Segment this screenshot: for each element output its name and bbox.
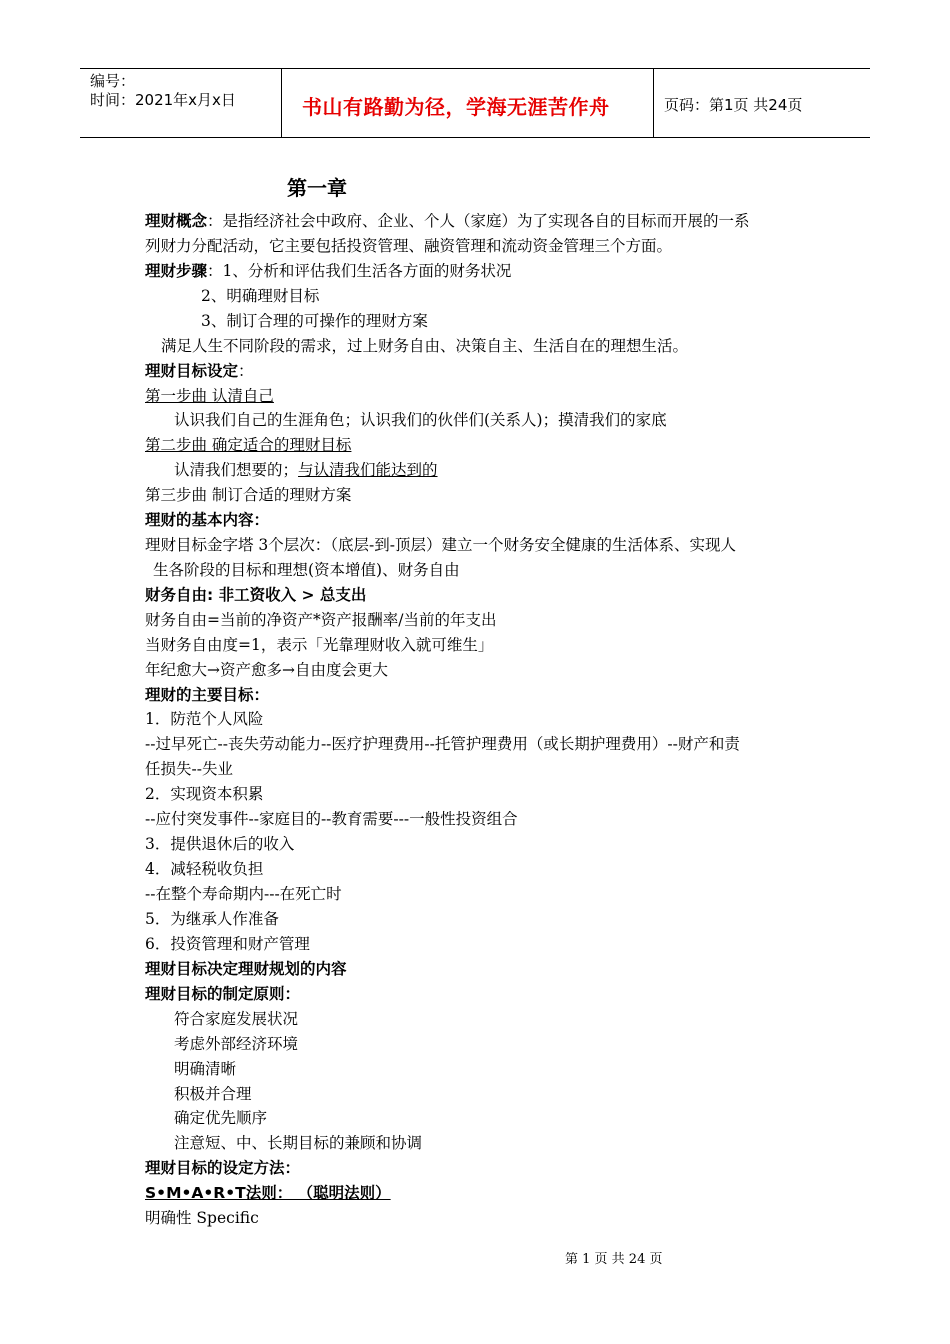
principle-item: 注意短、中、长期目标的兼顾和协调 bbox=[174, 1134, 423, 1152]
goal-1: 1．防范个人风险 bbox=[145, 710, 264, 728]
goal-1-detail-1: --过早死亡--丧失劳动能力--医疗护理费用--托管护理费用（或长期护理费用）--财产和责 bbox=[145, 735, 740, 753]
pyramid-line-2: 生各阶段的目标和理想(资本增值)、财务自由 bbox=[153, 561, 460, 579]
goal-4: 4．减轻税收负担 bbox=[145, 860, 264, 878]
principle-item: 符合家庭发展状况 bbox=[174, 1010, 299, 1028]
freedom-label: 财务自由 bbox=[145, 586, 208, 604]
goal-3: 3．提供退休后的收入 bbox=[145, 835, 295, 853]
step-1: ：1、分析和评估我们生活各方面的财务状况 bbox=[207, 262, 512, 280]
principle-item: 考虑外部经济环境 bbox=[174, 1035, 299, 1053]
header-left-cell bbox=[80, 69, 282, 137]
basic-content-label: 理财的基本内容： bbox=[145, 511, 270, 529]
freedom-equation: 财务自由=当前的净资产*资产报酬率/当前的年支出 bbox=[145, 611, 497, 629]
freedom-line bbox=[145, 585, 366, 605]
concept-text-1: ：是指经济社会中政府、企业、个人（家庭）为了实现各自的目标而开展的一系 bbox=[207, 212, 750, 230]
principle-item: 明确清晰 bbox=[174, 1060, 237, 1078]
concept-line-1 bbox=[145, 211, 750, 231]
time-label: 时间：2021年x月x日 bbox=[90, 91, 236, 109]
page-info: 页码：第1页 共24页 bbox=[664, 96, 803, 114]
goal-2: 2．实现资本积累 bbox=[145, 785, 264, 803]
step-two-detail-a: 认清我们想要的； bbox=[174, 461, 299, 479]
step-two: 第二步曲 确定适合的理财目标 bbox=[145, 436, 352, 454]
header-table bbox=[80, 68, 870, 138]
step-one-detail: 认识我们自己的生涯角色；认识我们的伙伴们(关系人)；摸清我们的家底 bbox=[174, 411, 667, 429]
goal-6: 6．投资管理和财产管理 bbox=[145, 935, 310, 953]
specific-line: 明确性 Specific bbox=[145, 1209, 259, 1227]
number-label: 编号： bbox=[90, 72, 136, 90]
header-middle-cell bbox=[282, 69, 654, 137]
step-three: 第三步曲 制订合适的理财方案 bbox=[145, 486, 352, 504]
steps-line-1 bbox=[145, 261, 511, 281]
step-3: 3、制订合理的可操作的理财方案 bbox=[201, 312, 428, 330]
freedom-formula: : 非工资收入 > 总支出 bbox=[207, 586, 367, 604]
concept-label: 理财概念 bbox=[145, 212, 208, 230]
principle-item: 确定优先顺序 bbox=[174, 1109, 268, 1127]
header-right-cell bbox=[654, 69, 870, 137]
methods-label: 理财目标的设定方法： bbox=[145, 1159, 301, 1177]
goal-5: 5．为继承人作准备 bbox=[145, 910, 279, 928]
principles-label: 理财目标的制定原则： bbox=[145, 985, 301, 1003]
pyramid-line-1: 理财目标金字塔 3个层次：（底层-到-顶层）建立一个财务安全健康的生活体系、实现人 bbox=[145, 536, 737, 554]
age-more-line: 年纪愈大→资产愈多→自由度会更大 bbox=[145, 661, 388, 679]
step-one: 第一步曲 认清自己 bbox=[145, 387, 274, 405]
satisfy-line: 满足人生不同阶段的需求，过上财务自由、决策自主、生活自在的理想生活。 bbox=[161, 337, 689, 355]
principle-item: 积极并合理 bbox=[174, 1085, 252, 1103]
step-two-detail bbox=[174, 460, 438, 480]
goal-setting-label: 理财目标设定 bbox=[145, 362, 239, 380]
chapter-title: 第一章 bbox=[287, 176, 347, 200]
step-2: 2、明确理财目标 bbox=[201, 287, 320, 305]
main-goals-label: 理财的主要目标： bbox=[145, 686, 270, 704]
freedom-degree: 当财务自由度=1，表示「光靠理财收入就可维生」 bbox=[145, 636, 494, 654]
page-footer: 第 1 页 共 24 页 bbox=[565, 1252, 663, 1267]
goal-4-detail: --在整个寿命期内---在死亡时 bbox=[145, 885, 342, 903]
step-two-detail-b: 与认清我们能达到的 bbox=[298, 461, 438, 479]
concept-line-2: 列财力分配活动，它主要包括投资管理、融资管理和流动资金管理三个方面。 bbox=[145, 237, 673, 255]
decide-label: 理财目标决定理财规划的内容 bbox=[145, 960, 347, 978]
motto: 书山有路勤为径，学海无涯苦作舟 bbox=[302, 95, 610, 119]
goal-setting-colon: ： bbox=[238, 362, 254, 380]
goal-setting-heading bbox=[145, 361, 254, 381]
smart-label: S•M•A•R•T法则： （聪明法则） bbox=[145, 1184, 391, 1202]
goal-2-detail: --应付突发事件--家庭目的--教育需要---一般性投资组合 bbox=[145, 810, 518, 828]
goal-1-detail-2: 任损失--失业 bbox=[145, 760, 233, 778]
steps-label: 理财步骤 bbox=[145, 262, 208, 280]
